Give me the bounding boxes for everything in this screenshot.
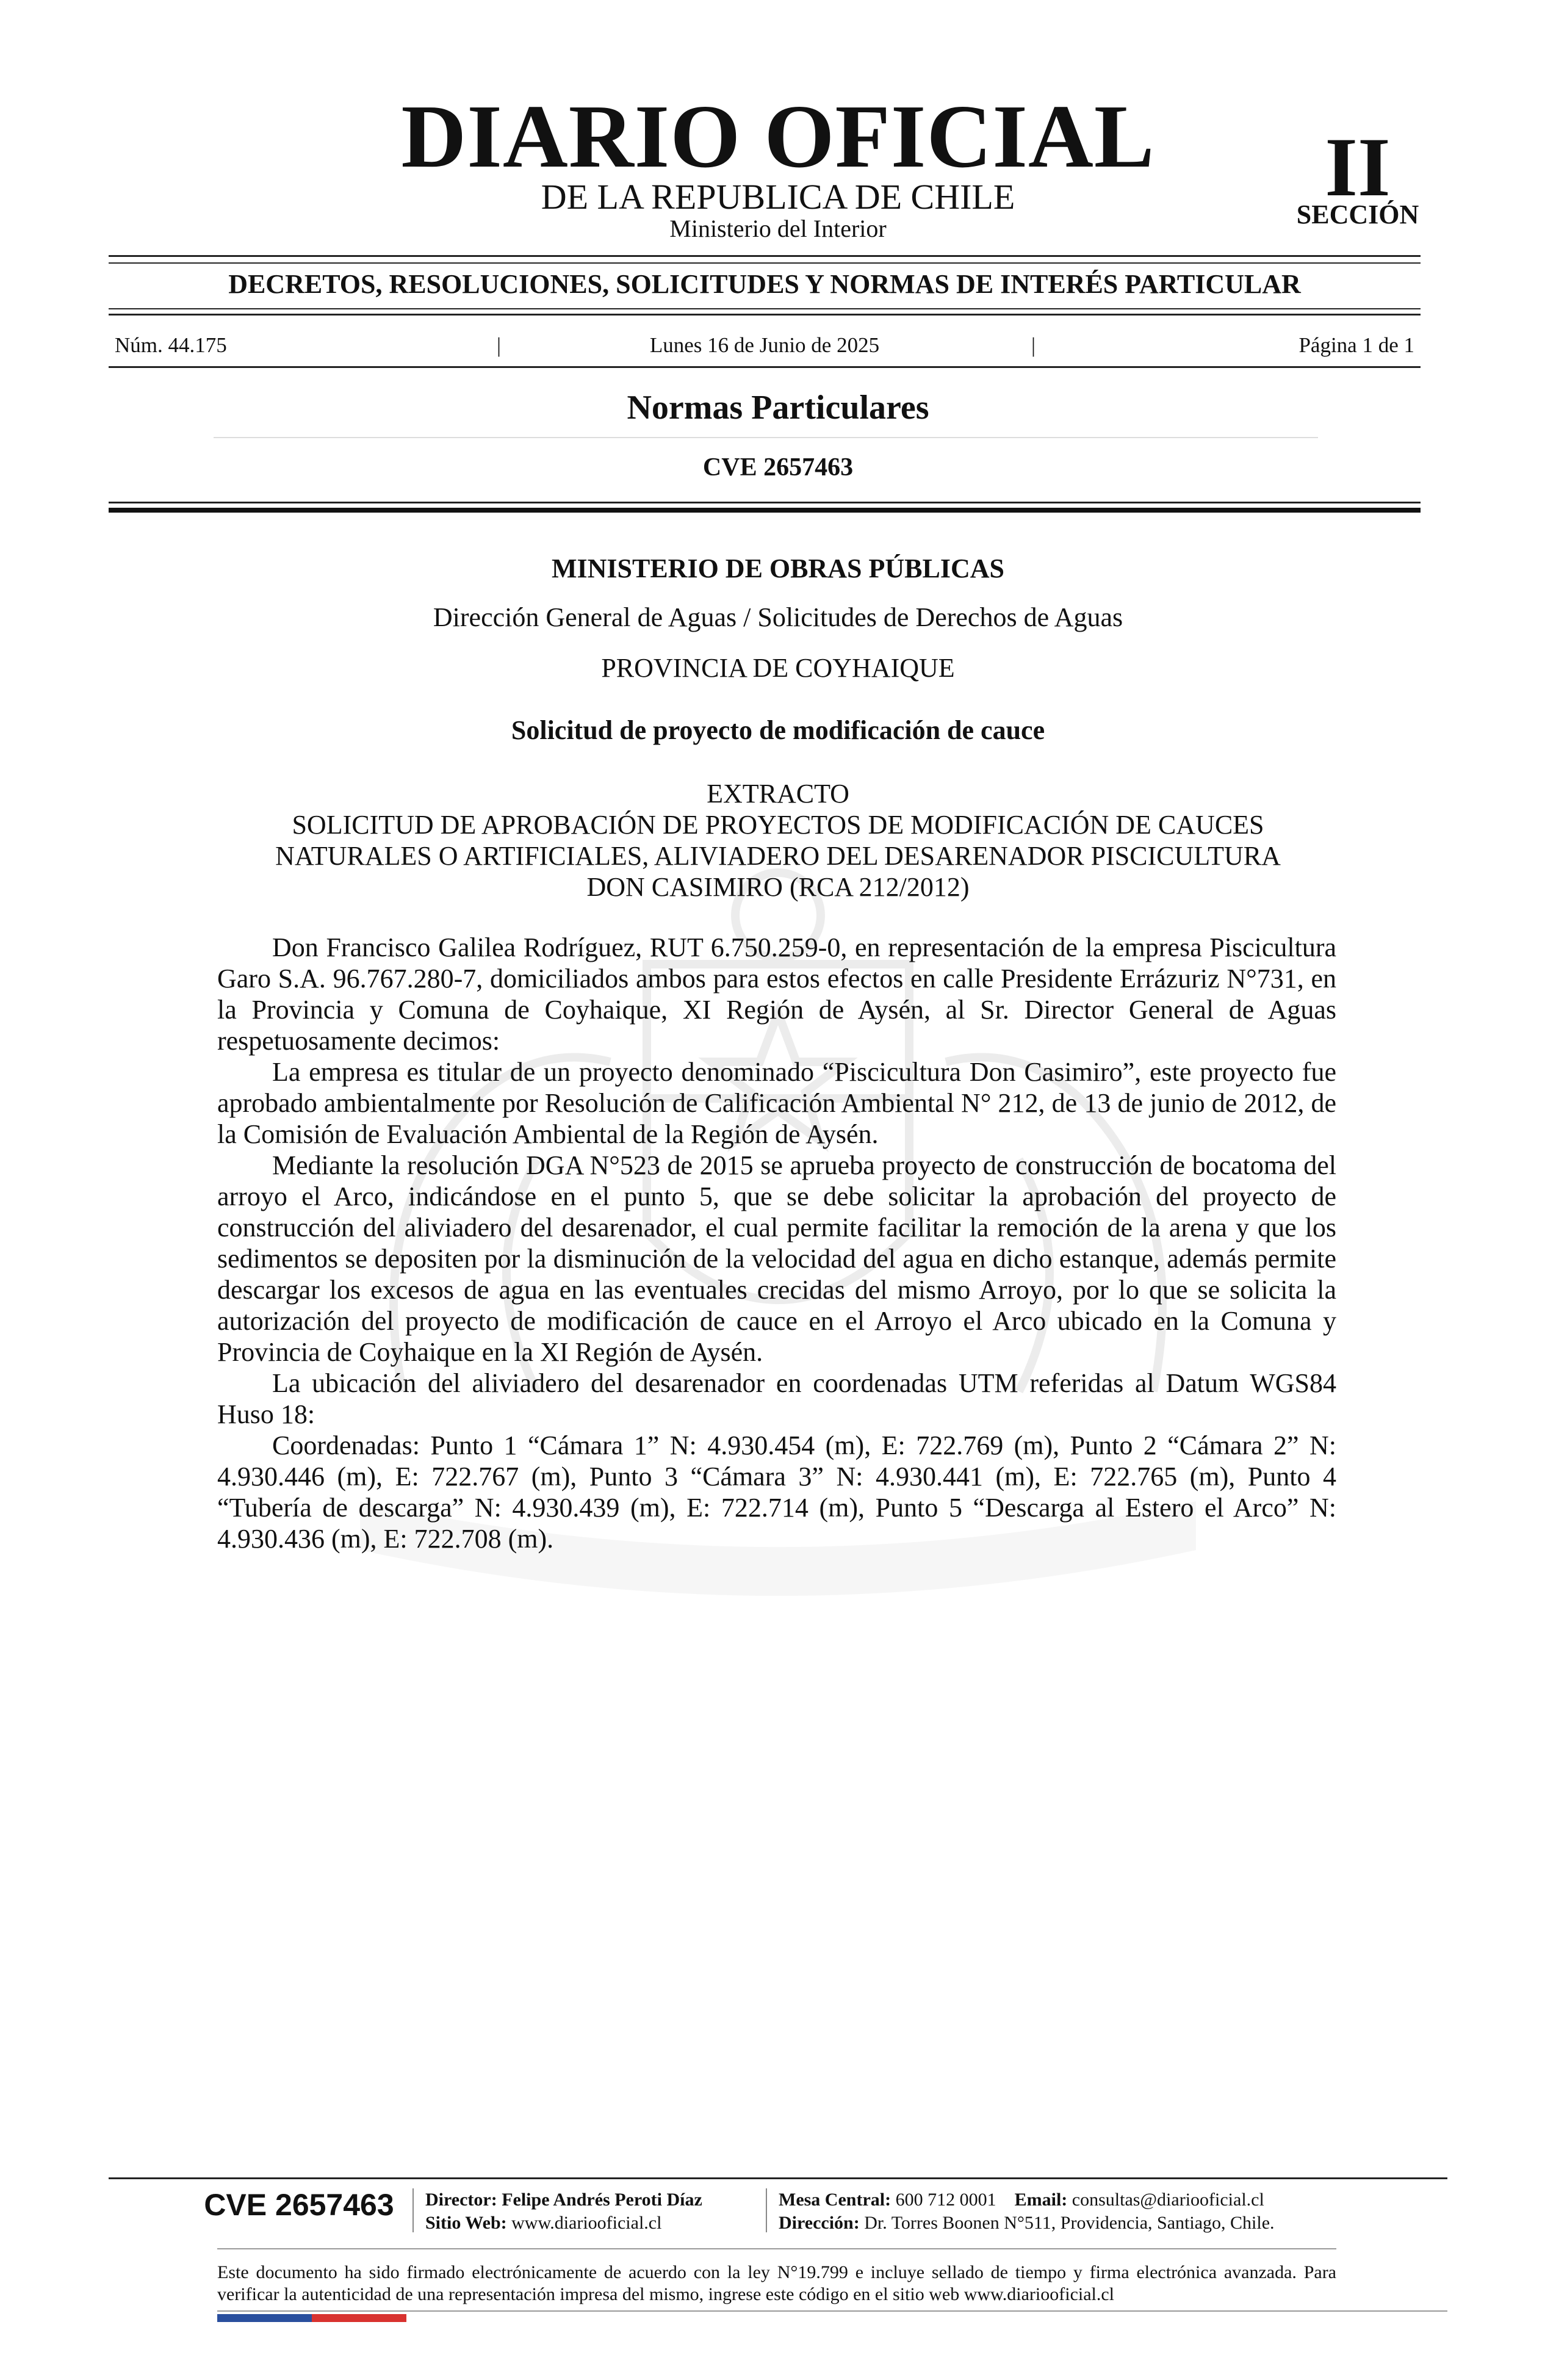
director-label: Director: bbox=[425, 2190, 497, 2210]
footer-divider bbox=[766, 2188, 767, 2232]
cve-code: CVE 2657463 bbox=[702, 453, 854, 481]
body-paragraph: La empresa es titular de un proyecto denominado “Piscicultura Don Casimiro”, este proyecto fue aprobado ambientalmente por Resolución de Calificación Ambiental N° 212, de 13 de junio de 2012, de la Comisión de Evaluación Ambiental de la Región de Aysén. bbox=[217, 1057, 1336, 1149]
meta-rule bbox=[109, 366, 1421, 368]
email-link[interactable]: consultas@diariooficial.cl bbox=[1072, 2190, 1264, 2210]
mesa-label: Mesa Central: bbox=[779, 2190, 891, 2210]
body-text bbox=[217, 932, 1336, 1554]
footer-cve-code: CVE 2657463 bbox=[204, 2188, 394, 2222]
section-number: II bbox=[1325, 120, 1391, 214]
site-label: Sitio Web: bbox=[425, 2213, 507, 2233]
page-indicator: Página 1 de 1 bbox=[1298, 333, 1414, 357]
address-value: Dr. Torres Boonen N°511, Providencia, Santiago, Chile. bbox=[864, 2213, 1275, 2233]
extract-line: SOLICITUD DE APROBACIÓN DE PROYECTOS DE MODIFICACIÓN DE CAUCES bbox=[292, 810, 1264, 840]
body-paragraph: Coordenadas: Punto 1 “Cámara 1” N: 4.930.454 (m), E: 722.769 (m), Punto 2 “Cámara 2” N: 4.930.446 (m), E: 722.767 (m), Punto 3 “Cámara 3” N: 4.930.441 (m), E: 722.765 (m), Punto 4 “Tubería de descarga” N: 4.930.439 (m), E: 722.714 (m), Punto 5 “Descarga al Estero el Arco” N: 4.930.436 (m), E: 722.708 (m). bbox=[217, 1430, 1336, 1554]
band-rule-bottom-2 bbox=[109, 314, 1421, 316]
meta-separator: | bbox=[1031, 333, 1036, 357]
directorate-line: Dirección General de Aguas / Solicitudes de Derechos de Aguas bbox=[433, 602, 1123, 632]
footer-divider bbox=[412, 2188, 414, 2232]
category-title: Normas Particulares bbox=[627, 389, 929, 427]
footer-signature-note: Este documento ha sido firmado electrónicamente de acuerdo con la ley N°19.799 e incluye sellado de tiempo y firma electrónica avanzada. Para verificar la autenticidad de una representación impresa del mismo, ingrese este código en el sitio web www.diariooficial.cl bbox=[217, 2262, 1336, 2304]
header-rule-top-2 bbox=[109, 262, 1421, 264]
masthead-title: DIARIO OFICIAL bbox=[401, 87, 1155, 187]
band-rule-bottom-1 bbox=[109, 308, 1421, 309]
body-paragraph: Mediante la resolución DGA N°523 de 2015 se aprueba proyecto de construcción de bocatoma del arroyo el Arco, indicándose en el punto 5, que se debe solicitar la aprobación del proyecto de construcción del aliviadero del desarenador, el cual permite facilitar la remoción de la arena y que los sedimentos se depositen por la disminución de la velocidad del agua en dicho estanque, además permite descargar los excesos de agua en las eventuales crecidas del mismo Arroyo, por lo que se solicita la autorización del proyecto de modificación de cauce en el Arroyo el Arco ubicado en la Comuna y Provincia de Coyhaique en la XI Región de Aysén. bbox=[217, 1150, 1336, 1367]
category-divider bbox=[214, 437, 1318, 438]
meta-separator: | bbox=[497, 333, 502, 357]
issue-number: Núm. 44.175 bbox=[115, 333, 227, 357]
extract-line: DON CASIMIRO (RCA 212/2012) bbox=[586, 872, 970, 902]
flag-stripe-red bbox=[312, 2314, 406, 2322]
body-paragraph: La ubicación del aliviadero del desarenador en coordenadas UTM referidas al Datum WGS84 Huso 18: bbox=[217, 1368, 1336, 1429]
footer-rule-bottom bbox=[217, 2310, 1447, 2312]
request-title: Solicitud de proyecto de modificación de cauce bbox=[511, 715, 1045, 745]
site-link[interactable]: www.diariooficial.cl bbox=[511, 2213, 662, 2233]
body-paragraph: Don Francisco Galilea Rodríguez, RUT 6.750.259-0, en representación de la empresa Piscicultura Garo S.A. 96.767.280-7, domiciliados ambos para estos efectos en calle Presidente Errázuriz N°731, en la Provincia y Comuna de Coyhaique, XI Región de Aysén, al Sr. Director General de Aguas respetuosamente decimos: bbox=[217, 932, 1336, 1056]
footer-contact-block bbox=[779, 2188, 1346, 2235]
issue-date: Lunes 16 de Junio de 2025 bbox=[649, 333, 880, 357]
ministry-heading: MINISTERIO DE OBRAS PÚBLICAS bbox=[551, 554, 1005, 583]
address-label: Dirección: bbox=[779, 2213, 860, 2233]
mesa-value: 600 712 0001 bbox=[895, 2190, 996, 2210]
cve-rule-2 bbox=[109, 508, 1421, 513]
section-label: SECCIÓN bbox=[1296, 200, 1419, 229]
footer-rule-top bbox=[109, 2177, 1447, 2179]
cve-rule-1 bbox=[109, 502, 1421, 503]
header-rule-top-1 bbox=[109, 255, 1421, 257]
footer-director-block bbox=[425, 2188, 767, 2235]
section-band-title: DECRETOS, RESOLUCIONES, SOLICITUDES Y NORMAS DE INTERÉS PARTICULAR bbox=[228, 269, 1301, 299]
extract-line: NATURALES O ARTIFICIALES, ALIVIADERO DEL DESARENADOR PISCICULTURA bbox=[275, 841, 1281, 871]
province-line: PROVINCIA DE COYHAIQUE bbox=[601, 653, 955, 683]
extract-heading bbox=[220, 778, 1336, 903]
flag-stripe-blue bbox=[217, 2314, 312, 2322]
footer-rule-mid bbox=[217, 2248, 1336, 2249]
masthead-subtitle: DE LA REPUBLICA DE CHILE bbox=[541, 177, 1015, 217]
director-name: Felipe Andrés Peroti Díaz bbox=[502, 2190, 702, 2210]
email-label: Email: bbox=[1014, 2190, 1068, 2210]
extract-line: EXTRACTO bbox=[707, 779, 849, 809]
masthead-ministry: Ministerio del Interior bbox=[669, 215, 887, 242]
